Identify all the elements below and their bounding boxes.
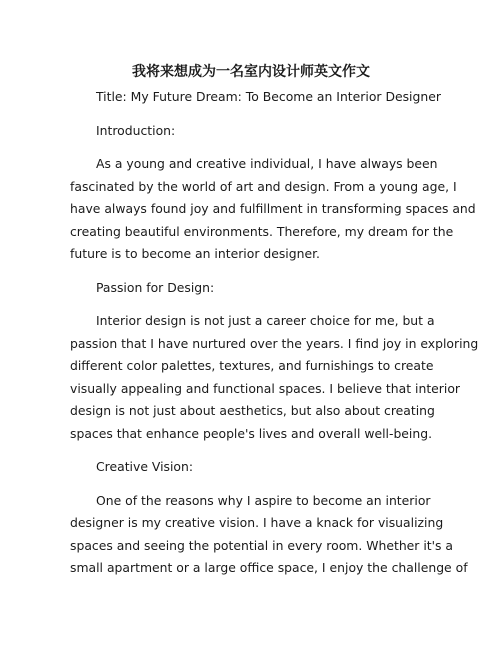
heading-creative-vision bbox=[70, 456, 438, 479]
text-line: design is not just about aesthetics, but also about creating bbox=[70, 403, 435, 418]
paragraph-introduction bbox=[70, 153, 476, 266]
text-line: Title: My Future Dream: To Become an Interior Designer bbox=[96, 89, 441, 104]
text-line: Creative Vision: bbox=[96, 459, 194, 474]
text-line: Passion for Design: bbox=[96, 279, 215, 295]
text-line: Interior design is not just a career choice for me, but a bbox=[96, 313, 435, 328]
heading-introduction bbox=[70, 120, 438, 143]
text-line: One of the reasons why I aspire to become an interior bbox=[96, 492, 431, 508]
title-line-paragraph bbox=[70, 86, 441, 109]
paragraph-passion-for-design bbox=[70, 310, 479, 445]
text-line: designer is my creative vision. I have a knack for visualizing bbox=[70, 515, 444, 530]
text-line: passion that I have nurtured over the years. I find joy in exploring bbox=[70, 335, 479, 351]
text-line: small apartment or a large office space, I enjoy the challenge of bbox=[70, 560, 468, 575]
text-line: spaces and seeing the potential in every room. Whether it's a bbox=[70, 537, 454, 553]
text-line: spaces that enhance people's lives and overall well-being. bbox=[70, 425, 433, 441]
text-line: have always found joy and fulfillment in transforming spaces and bbox=[70, 201, 476, 216]
text-line: Introduction: bbox=[96, 122, 176, 138]
paragraph-creative-vision bbox=[70, 490, 468, 580]
document-body bbox=[70, 86, 479, 591]
text-line: As a young and creative individual, I have always been bbox=[96, 156, 438, 171]
text-line: creating beautiful environments. Therefore, my dream for the bbox=[70, 223, 454, 239]
text-line: future is to become an interior designer. bbox=[70, 246, 320, 261]
text-line: visually appealing and functional spaces. I believe that interior bbox=[70, 380, 461, 396]
text-line: different color palettes, textures, and furnishings to create bbox=[70, 358, 434, 373]
heading-passion-for-design bbox=[70, 277, 438, 300]
document-title: 我将来想成为一名室内设计师英文作文 bbox=[132, 64, 370, 80]
text-line: fascinated by the world of art and design. From a young age, I bbox=[70, 178, 457, 194]
